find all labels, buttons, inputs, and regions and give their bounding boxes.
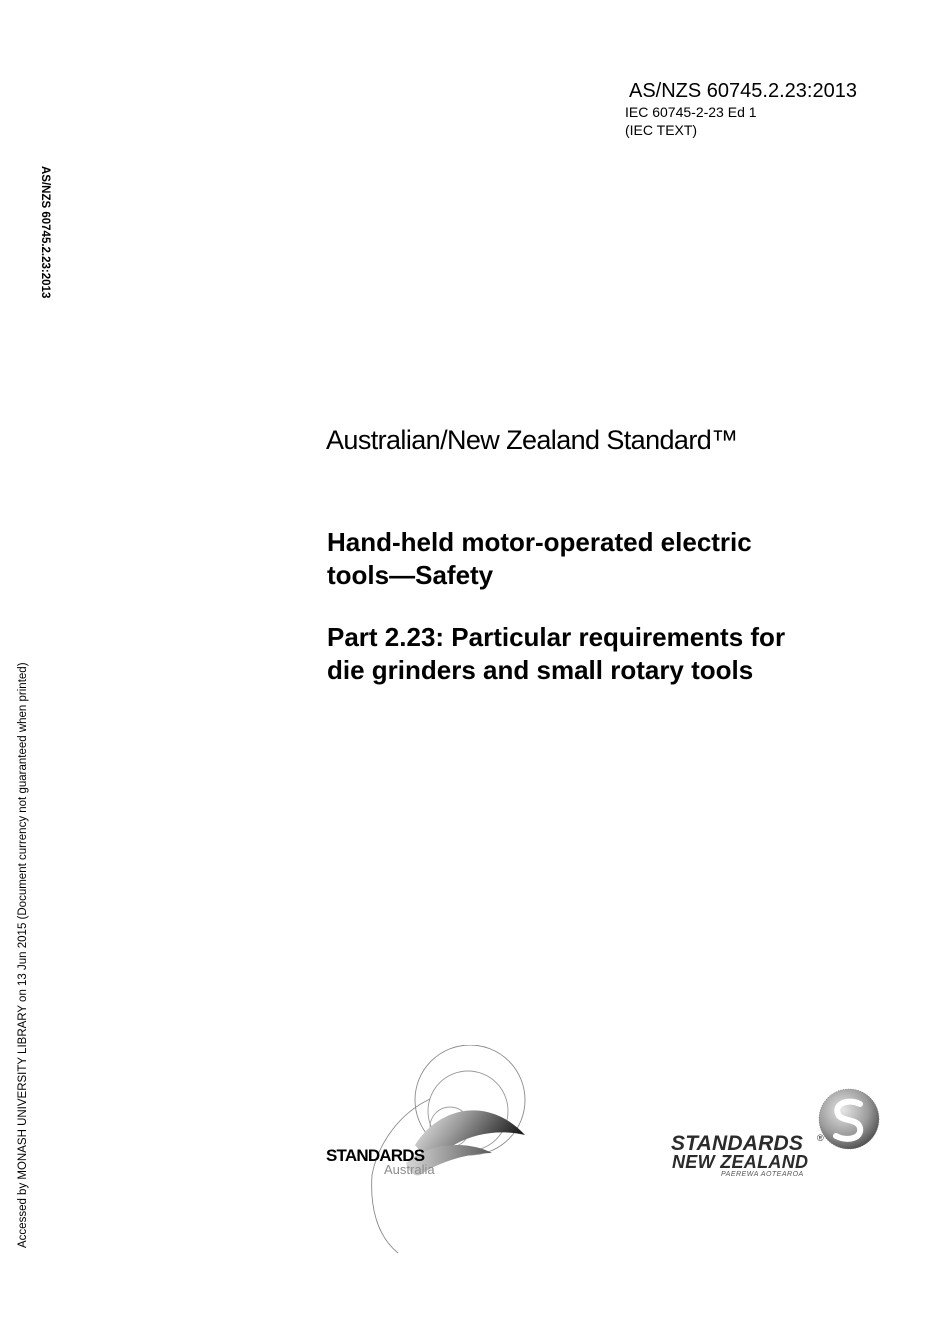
part-line-2: die grinders and small rotary tools: [327, 655, 754, 685]
part-title: [327, 621, 887, 687]
standards-new-zealand-logo-icon: [818, 1088, 880, 1150]
spine-label: AS/NZS 60745.2.23:2013: [39, 166, 51, 299]
standards-nz-subtitle: PAEREWA AOTEAROA: [721, 1171, 804, 1178]
title-line-1: Hand-held motor-operated electric: [327, 527, 752, 557]
iec-reference: IEC 60745-2-23 Ed 1: [625, 104, 757, 120]
iec-text-note: (IEC TEXT): [625, 122, 698, 138]
registered-mark: ®: [817, 1133, 824, 1143]
title-line-2: tools—Safety: [327, 560, 494, 590]
part-line-1: Part 2.23: Particular requirements for: [327, 622, 786, 652]
standards-australia-subtitle: Australia: [384, 1162, 435, 1177]
standards-nz-country: NEW ZEALAND: [672, 1152, 809, 1172]
standard-number: AS/NZS 60745.2.23:2013: [629, 80, 857, 102]
document-title: [327, 526, 887, 592]
access-note: Accessed by MONASH UNIVERSITY LIBRARY on 13 Jun 2015 (Document currency not guaranteed when printed): [17, 662, 29, 1248]
standards-nz-wordmark: STANDARDS: [671, 1132, 804, 1155]
standards-australia-wordmark: STANDARDS: [326, 1146, 425, 1165]
standard-series: Australian/New Zealand Standard™: [326, 425, 738, 455]
